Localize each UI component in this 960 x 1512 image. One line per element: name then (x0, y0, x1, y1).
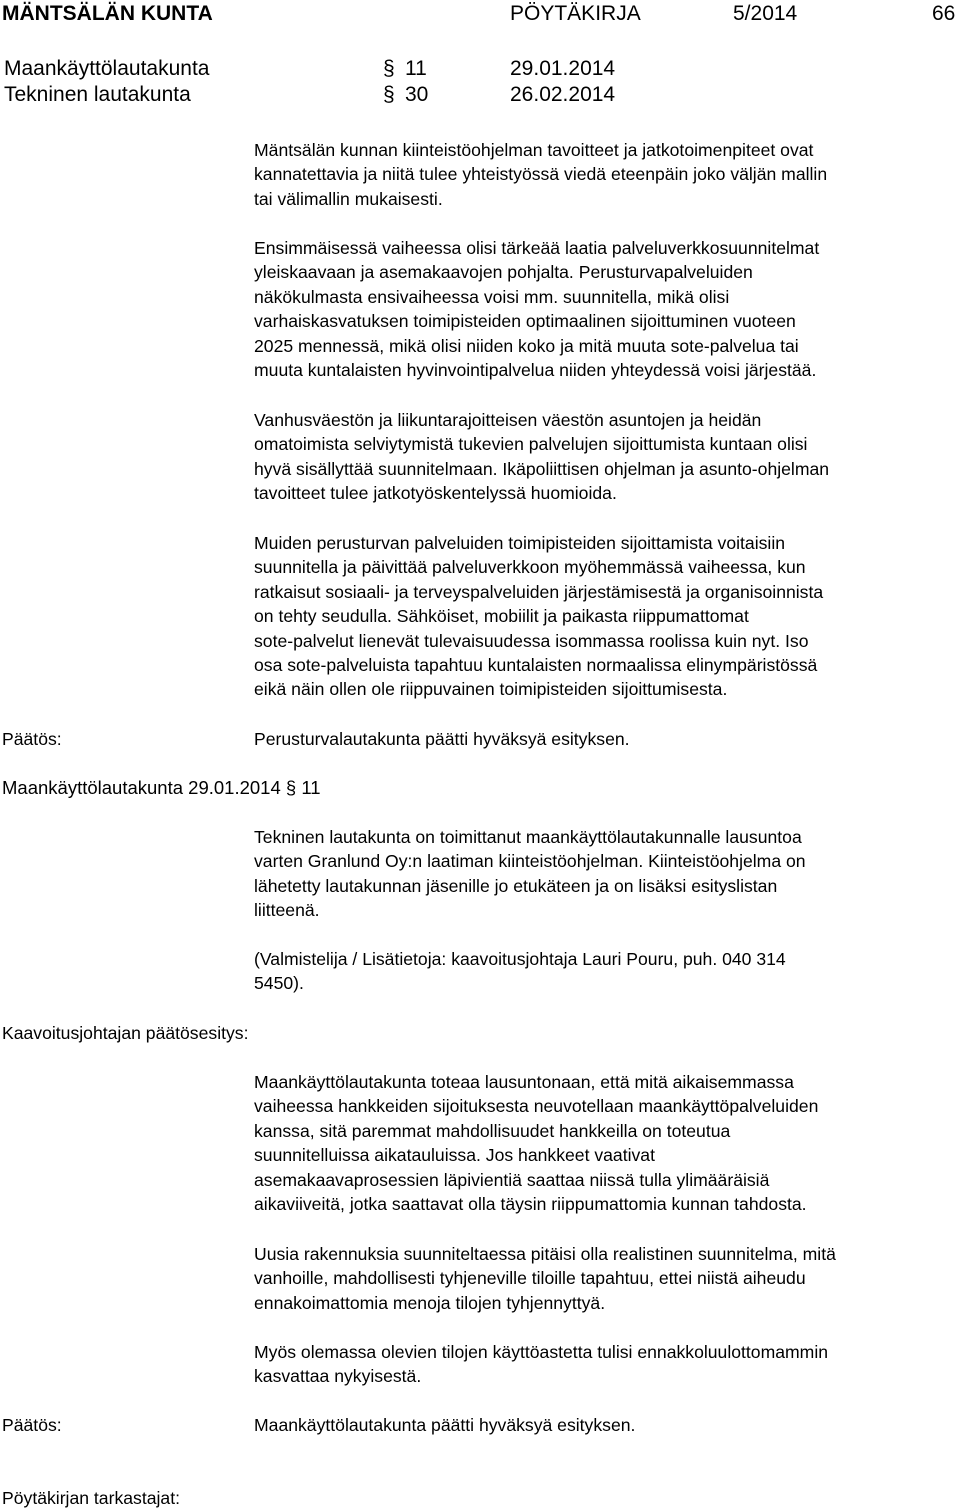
paragraph (254, 408, 959, 506)
decision-label: Päätös: (2, 1415, 62, 1435)
section-heading-sign: § (285, 777, 297, 798)
paragraph (254, 1242, 959, 1315)
paragraph (254, 531, 959, 702)
paragraph-line: ennakoimattomia menoja tilojen tyhjennyttyä. (254, 1292, 606, 1313)
paragraph-line: (Valmistelija / Lisätietoja: kaavoitusjohtaja Lauri Pouru, puh. 040 314 (254, 949, 786, 969)
paragraph-line: 5450). (254, 973, 304, 994)
section-heading-number: 11 (301, 777, 321, 798)
paragraph-line: Muiden perusturvan palveluiden toimipisteiden sijoittamista voitaisiin (254, 533, 786, 553)
paragraph (254, 947, 959, 996)
paragraph-line: Maankäyttölautakunta toteaa lausuntonaan, että mitä aikaisemmassa (254, 1072, 794, 1092)
paragraph (254, 1340, 959, 1389)
footer-label: Pöytäkirjan tarkastajat: (2, 1488, 180, 1508)
paragraph-line: Myös olemassa olevien tilojen käyttöastetta tulisi ennakkoluulottomammin (254, 1342, 829, 1362)
paragraph-line: Mäntsälän kunnan kiinteistöohjelman tavoitteet ja jatkotoimenpiteet ovat (254, 140, 814, 160)
meta-row-number-1: 11 (405, 57, 427, 80)
decision-text (254, 1413, 959, 1437)
meta-row-body-2: Tekninen lautakunta (4, 83, 191, 106)
paragraph-line: yleiskaavaan ja asemakaavojen pohjalta. Perusturvapalveluiden (254, 262, 753, 283)
paragraph-line: kanssa, sitä paremmat mahdollisuudet hankkeilla on toteutua (254, 1120, 731, 1141)
paragraph (254, 138, 959, 211)
document-number: 5/2014 (733, 2, 798, 25)
paragraph-line: vanhoille, mahdollisesti tyhjeneville tiloille tapahtuu, ettei niistä aiheudu (254, 1268, 806, 1289)
paragraph-line: Ensimmäisessä vaiheessa olisi tärkeää laatia palveluverkkosuunnitelmat (254, 238, 820, 258)
section-heading-date: 29.01.2014 (188, 777, 281, 798)
municipality-name: MÄNTSÄLÄN KUNTA (2, 2, 213, 25)
proposal-label: Kaavoitusjohtajan päätösesitys: (2, 1023, 249, 1043)
meta-row-date-1: 29.01.2014 (510, 57, 616, 80)
paragraph-line: Maankäyttölautakunta päätti hyväksyä esityksen. (254, 1415, 636, 1435)
section-sign-2: § (383, 83, 395, 106)
paragraph (254, 236, 959, 382)
paragraph-line: varten Granlund Oy:n laatiman kiinteistöohjelman. Kiinteistöohjelma on (254, 851, 806, 872)
paragraph-line: varhaiskasvatuksen toimipisteiden optimaalinen sijoittuminen vuoteen (254, 311, 796, 332)
meta-row-number-2: 30 (405, 83, 429, 106)
paragraph-line: aikaviiveitä, jotka saattavat olla täysin riippumattomia kunnan tahdosta. (254, 1194, 807, 1215)
paragraph-line: näkökulmasta ensivaiheessa voisi mm. suunnitella, mikä olisi (254, 286, 730, 307)
page-number: 66 (932, 2, 956, 25)
paragraph-line: Perusturvalautakunta päätti hyväksyä esityksen. (254, 729, 630, 749)
paragraph (254, 1070, 959, 1216)
meta-row-date-2: 26.02.2014 (510, 83, 616, 106)
paragraph-line: kasvattaa nykyisestä. (254, 1366, 422, 1387)
section-heading-body: Maankäyttölautakunta (2, 777, 184, 798)
paragraph-line: asemakaavaprosessien läpivientiä saattaa niissä tulla ylimääräisiä (254, 1169, 770, 1190)
paragraph-line: hyvä sisällyttää suunnitelmaan. Ikäpoliittisen ohjelman ja asunto-ohjelman (254, 458, 830, 479)
paragraph-line: Tekninen lautakunta on toimittanut maankäyttölautakunnalle lausuntoa (254, 827, 802, 847)
paragraph-line: eikä näin ollen ole riippuvainen toimipisteiden sijoittumisesta. (254, 679, 728, 700)
paragraph-line: Uusia rakennuksia suunniteltaessa pitäisi olla realistinen suunnitelma, mitä (254, 1244, 836, 1264)
paragraph-line: ratkaisut sosiaali- ja terveyspalveluiden järjestämisestä ja organisoinnista (254, 581, 824, 602)
paragraph-line: omatoimista selviytymistä tukevien palvelujen sijoittumista kuntaan olisi (254, 434, 808, 455)
paragraph-line: on tehty seudulla. Sähköiset, mobiilit ja paikasta riippumattomat (254, 606, 749, 627)
paragraph-line: muuta kuntalaisten hyvinvointipalvelua niiden yhteydessä voisi järjestää. (254, 360, 817, 381)
meta-row-body-1: Maankäyttölautakunta (4, 57, 210, 80)
paragraph-line: liitteenä. (254, 900, 320, 921)
paragraph-line: kannatettavia ja niitä tulee yhteistyössä viedä eteenpäin joko väljän mallin (254, 164, 828, 185)
document-type: PÖYTÄKIRJA (510, 2, 641, 25)
paragraph-line: suunnitella ja päivittää palveluverkkoon myöhemmässä vaiheessa, kun (254, 557, 806, 578)
paragraph-line: lähetetty lautakunnan jäsenille jo etukäteen ja on lisäksi esityslistan (254, 875, 778, 896)
paragraph-line: tavoitteet tulee jatkotyöskentelyssä huomioida. (254, 483, 617, 504)
paragraph-line: tai välimallin mukaisesti. (254, 188, 443, 209)
paragraph-line: 2025 mennessä, mikä olisi niiden koko ja mitä muuta sote-palvelua tai (254, 335, 799, 356)
paragraph-line: sote-palvelut lienevät tulevaisuudessa isommassa roolissa kuin nyt. Iso (254, 630, 809, 651)
section-sign-1: § (383, 57, 395, 80)
paragraph-line: suunnitelluissa aikatauluissa. Jos hankkeet vaativat (254, 1145, 655, 1166)
paragraph-line: Vanhusväestön ja liikuntarajoitteisen väestön asuntojen ja heidän (254, 410, 762, 430)
paragraph (254, 825, 959, 923)
paragraph-line: vaiheessa hankkeiden sijoituksesta neuvotellaan maankäyttöpalveluiden (254, 1096, 819, 1117)
paragraph-line: osa sote-palveluista tapahtuu kuntalaisten normaalissa elinympäristössä (254, 655, 818, 676)
decision-label: Päätös: (2, 729, 62, 749)
decision-text (254, 727, 959, 751)
section-heading (2, 776, 321, 801)
